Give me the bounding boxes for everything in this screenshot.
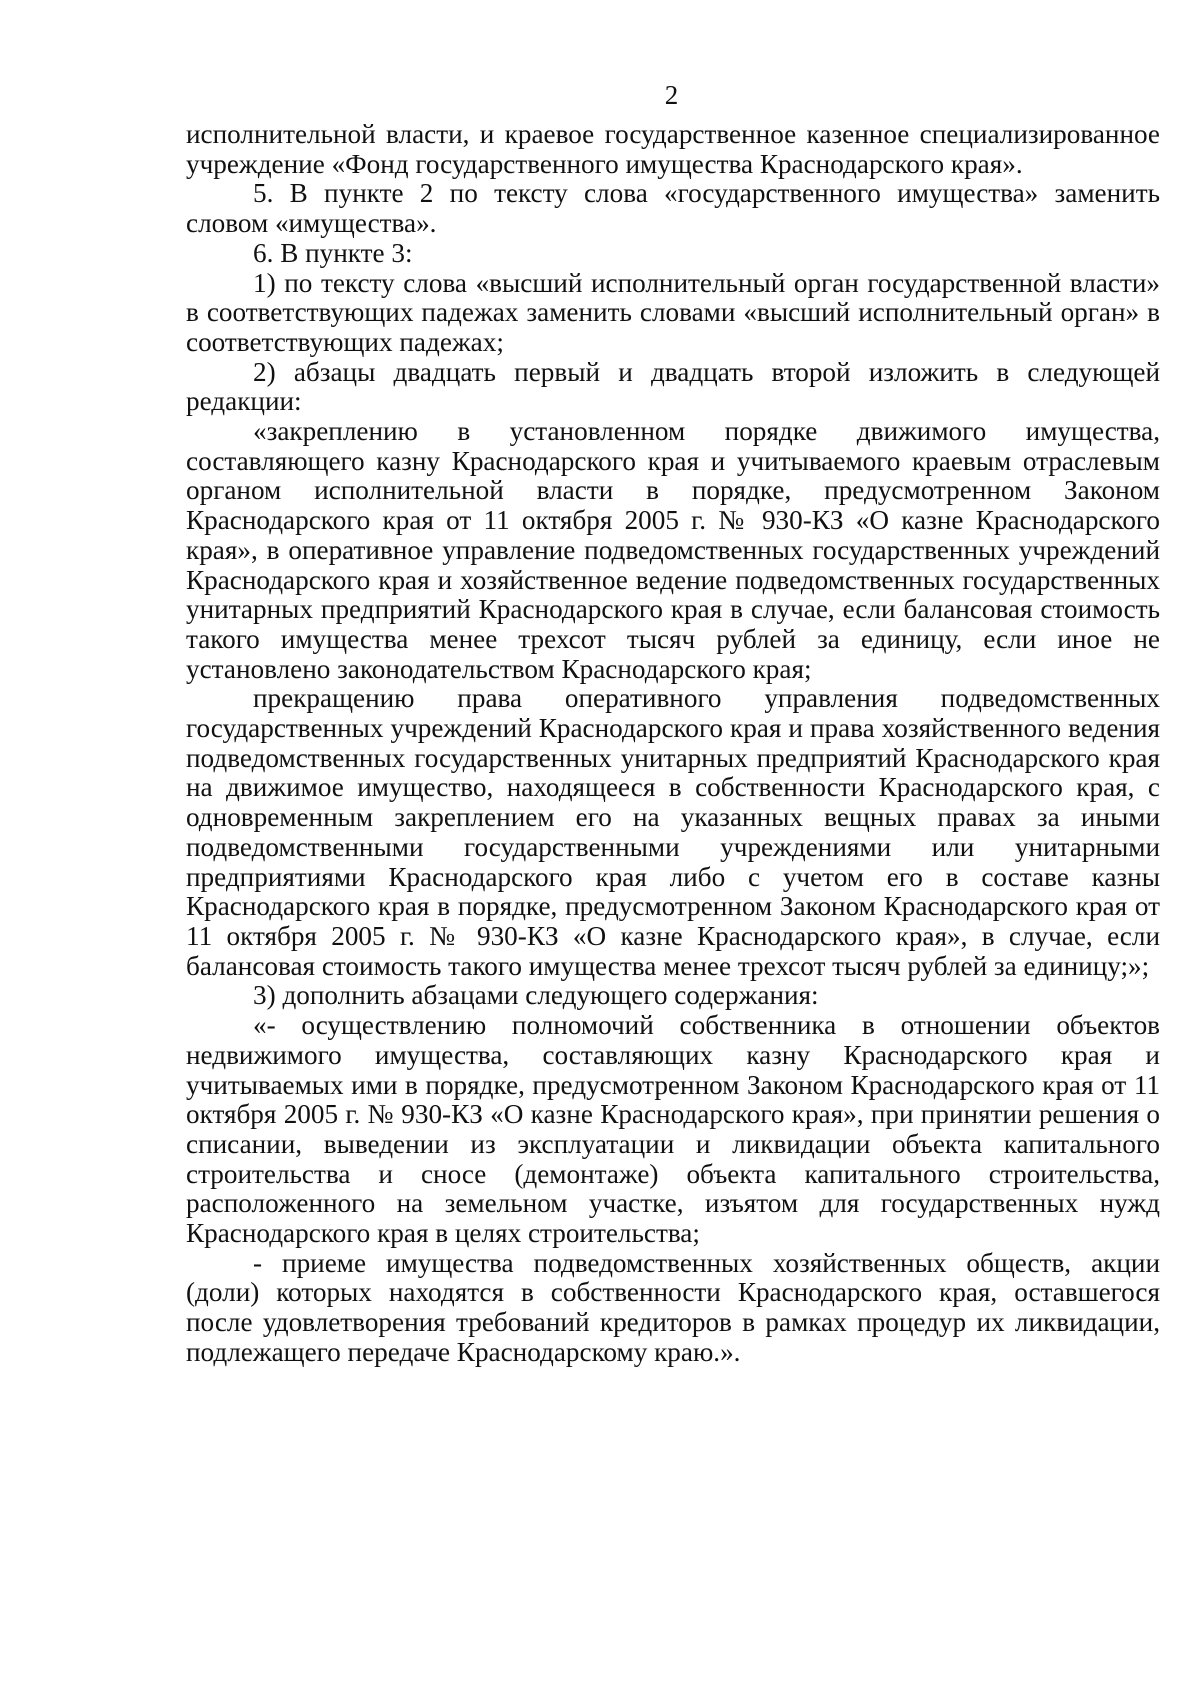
paragraph-item-5: 5. В пункте 2 по тексту слова «государственного имущества» заменить словом «имущества». — [186, 178, 1160, 239]
page-number: 2 — [664, 80, 679, 110]
subparagraph-3: 3) дополнить абзацами следующего содержания: — [253, 980, 819, 1011]
paragraph-item-6: 6. В пункте 3: — [253, 237, 413, 268]
quoted-item-owner-powers: «- осуществлению полномочий собственника в отношении объектов недвижимого имущества, составляющих казну Краснодарского края и учитываемых ими в порядке, предусмотренном Законом Краснодарского края от 11 октября 2005 г. № 930-КЗ «О казне Краснодарского края», при принятии решения о списании, выведении из эксплуатации и ликвидации объекта капитального строительства и сносе (демонтаже) объекта капитального строительства, расположенного на земельном участке, изъятом для государственных нужд Краснодарского края в целях строительства; — [186, 1010, 1160, 1249]
paragraph-continuation: исполнительной власти, и краевое государственное казенное специализированное учреждение «Фонд государственного имущества Краснодарского края». — [186, 119, 1160, 179]
subparagraph-2: 2) абзацы двадцать первый и двадцать второй изложить в следующей редакции: — [186, 356, 1160, 417]
document-body — [186, 120, 1160, 1368]
quoted-item-property-acceptance: - приеме имущества подведомственных хозяйственных обществ, акции (доли) которых находятся в собственности Краснодарского края, оставшегося после удовлетворения требований кредиторов в рамках процедур их ликвидации, подлежащего передаче Краснодарскому краю.». — [186, 1247, 1160, 1367]
quoted-paragraph-consolidation: «закреплению в установленном порядке движимого имущества, составляющего казну Краснодарского края и учитываемого краевым отраслевым органом исполнительной власти в порядке, предусмотренном Законом Краснодарского края от 11 октября 2005 г. № 930-КЗ «О казне Краснодарского края», в оперативное управление подведомственных государственных учреждений Краснодарского края и хозяйственное ведение подведомственных государственных унитарных предприятий Краснодарского края в случае, если балансовая стоимость такого имущества менее трехсот тысяч рублей за единицу, если иное не установлено законодательством Краснодарского края; — [186, 416, 1160, 684]
subparagraph-1: 1) по тексту слова «высший исполнительный орган государственной власти» в соответствующих падежах заменить словами «высший исполнительный орган» в соответствующих падежах; — [186, 267, 1160, 357]
quoted-paragraph-termination: прекращению права оперативного управления подведомственных государственных учреждений Краснодарского края и права хозяйственного ведения подведомственных государственных унитарных предприятий Краснодарского края на движимое имущество, находящееся в собственности Краснодарского края, с одновременным закреплением его на указанных вещных правах за иными подведомственными государственными учреждениями или унитарными предприятиями Краснодарского края либо с учетом его в составе казны Краснодарского края в порядке, предусмотренном Законом Краснодарского края от 11 октября 2005 г. № 930-КЗ «О казне Краснодарского края», в случае, если балансовая стоимость такого имущества менее трехсот тысяч рублей за единицу;»; — [186, 683, 1160, 981]
